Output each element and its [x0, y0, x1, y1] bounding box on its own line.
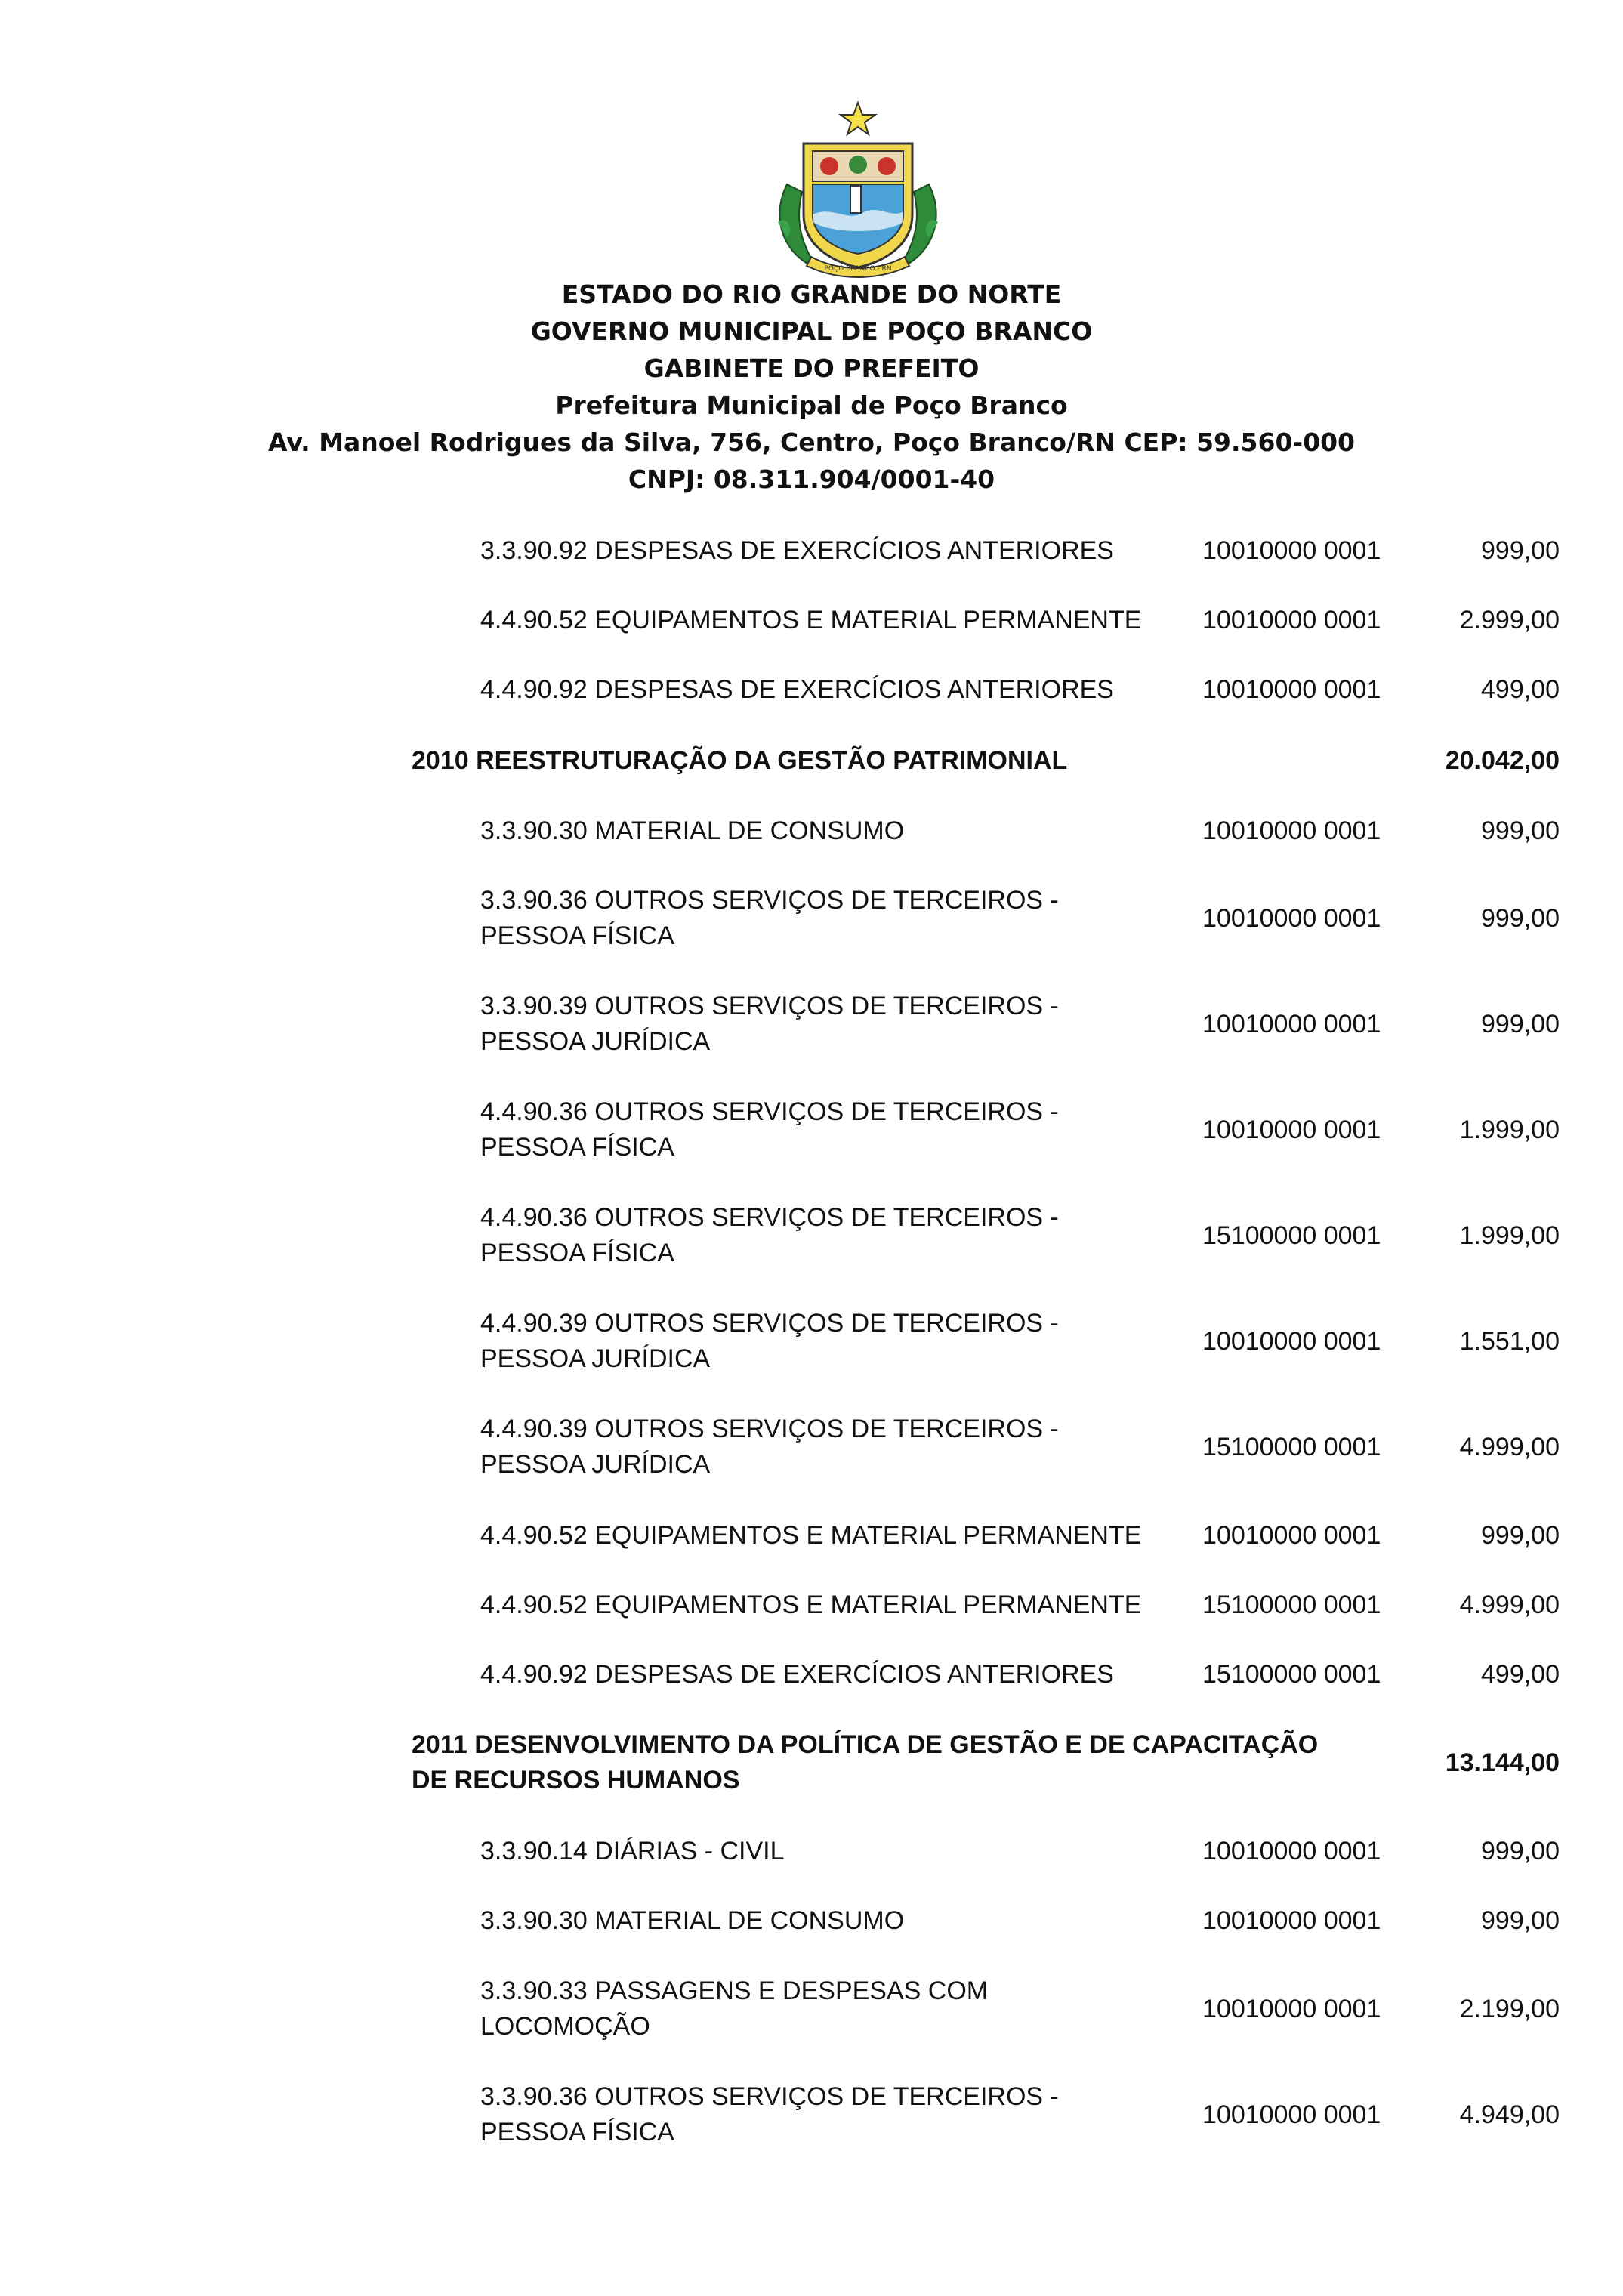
- expense-description: 4.4.90.52 EQUIPAMENTOS E MATERIAL PERMANENTE: [480, 1591, 1142, 1619]
- expense-description: [480, 2079, 1205, 2150]
- expense-description: 3.3.90.14 DIÁRIAS - CIVIL: [480, 1837, 785, 1866]
- expense-description: 3.3.90.30 MATERIAL DE CONSUMO: [480, 816, 905, 845]
- expense-description: [480, 883, 1205, 954]
- expense-description: [480, 1974, 1205, 2044]
- description-line: 3.3.90.36 OUTROS SERVIÇOS DE TERCEIROS -: [480, 886, 1059, 915]
- description-line: 4.4.90.39 OUTROS SERVIÇOS DE TERCEIROS -: [480, 1415, 1059, 1443]
- amount: 4.949,00: [1459, 2100, 1560, 2129]
- header-prefecture: Prefeitura Municipal de Poço Branco: [555, 390, 1068, 420]
- header-state: ESTADO DO RIO GRANDE DO NORTE: [561, 279, 1062, 309]
- description-line: 3.3.90.33 PASSAGENS E DESPESAS COM: [480, 1977, 989, 2005]
- funding-source: 10010000 0001: [1202, 1521, 1381, 1550]
- description-line: PESSOA JURÍDICA: [480, 1344, 711, 1373]
- description-line: 3.3.90.36 OUTROS SERVIÇOS DE TERCEIROS -: [480, 2082, 1059, 2111]
- amount: 1.999,00: [1459, 1116, 1560, 1144]
- expense-description: 4.4.90.52 EQUIPAMENTOS E MATERIAL PERMANENTE: [480, 606, 1142, 634]
- amount: 999,00: [1481, 1010, 1560, 1038]
- funding-source: 10010000 0001: [1202, 816, 1381, 845]
- funding-source: 10010000 0001: [1202, 606, 1381, 634]
- description-line: LOCOMOÇÃO: [480, 2012, 650, 2041]
- amount: 999,00: [1481, 1521, 1560, 1550]
- municipal-crest: [772, 101, 944, 279]
- funding-source: 10010000 0001: [1202, 1837, 1381, 1866]
- header-government: GOVERNO MUNICIPAL DE POÇO BRANCO: [530, 316, 1093, 346]
- description-line: 4.4.90.39 OUTROS SERVIÇOS DE TERCEIROS -: [480, 1309, 1059, 1338]
- amount: 4.999,00: [1459, 1433, 1560, 1461]
- description-line: 4.4.90.36 OUTROS SERVIÇOS DE TERCEIROS -: [480, 1203, 1059, 1232]
- description-line: PESSOA FÍSICA: [480, 921, 674, 950]
- funding-source: 15100000 0001: [1202, 1660, 1381, 1689]
- amount: 2.999,00: [1459, 606, 1560, 634]
- description-line: PESSOA JURÍDICA: [480, 1027, 711, 1056]
- program-title-line: 2011 DESENVOLVIMENTO DA POLÍTICA DE GESTÃO E DE CAPACITAÇÃO: [412, 1730, 1319, 1759]
- header-office: GABINETE DO PREFEITO: [643, 353, 980, 383]
- amount: 2.199,00: [1459, 1995, 1560, 2023]
- program-title: 2010 REESTRUTURAÇÃO DA GESTÃO PATRIMONIAL: [412, 746, 1068, 775]
- crest-ribbon-text: POÇO BRANCO - RN: [824, 265, 892, 273]
- amount: 999,00: [1481, 1906, 1560, 1935]
- amount: 999,00: [1481, 904, 1560, 933]
- funding-source: 15100000 0001: [1202, 1221, 1381, 1250]
- expense-description: [480, 1412, 1205, 1483]
- description-line: 4.4.90.36 OUTROS SERVIÇOS DE TERCEIROS -: [480, 1097, 1059, 1126]
- expense-description: [480, 989, 1205, 1060]
- header-cnpj: CNPJ: 08.311.904/0001-40: [628, 464, 995, 494]
- description-line: PESSOA JURÍDICA: [480, 1450, 711, 1479]
- description-line: 3.3.90.39 OUTROS SERVIÇOS DE TERCEIROS -: [480, 992, 1059, 1020]
- amount: 1.551,00: [1459, 1327, 1560, 1356]
- expense-description: 4.4.90.92 DESPESAS DE EXERCÍCIOS ANTERIORES: [480, 1660, 1114, 1689]
- funding-source: 10010000 0001: [1202, 1010, 1381, 1038]
- description-line: PESSOA FÍSICA: [480, 2118, 674, 2146]
- program-total: 20.042,00: [1445, 746, 1560, 775]
- funding-source: 10010000 0001: [1202, 1327, 1381, 1356]
- funding-source: 10010000 0001: [1202, 1995, 1381, 2023]
- funding-source: 10010000 0001: [1202, 1116, 1381, 1144]
- expense-description: 3.3.90.30 MATERIAL DE CONSUMO: [480, 1906, 905, 1935]
- expense-description: 4.4.90.52 EQUIPAMENTOS E MATERIAL PERMANENTE: [480, 1521, 1142, 1550]
- expense-description: [480, 1200, 1205, 1271]
- header-address: Av. Manoel Rodrigues da Silva, 756, Centro, Poço Branco/RN CEP: 59.560-000: [267, 427, 1356, 457]
- expense-description: 3.3.90.92 DESPESAS DE EXERCÍCIOS ANTERIORES: [480, 536, 1114, 565]
- program-title-line: DE RECURSOS HUMANOS: [412, 1766, 740, 1795]
- amount: 999,00: [1481, 536, 1560, 565]
- funding-source: 10010000 0001: [1202, 1906, 1381, 1935]
- funding-source: 10010000 0001: [1202, 536, 1381, 565]
- funding-source: 10010000 0001: [1202, 675, 1381, 704]
- program-total: 13.144,00: [1445, 1748, 1560, 1777]
- expense-description: [480, 1094, 1205, 1165]
- amount: 999,00: [1481, 1837, 1560, 1866]
- program-title: [412, 1727, 1424, 1798]
- amount: 4.999,00: [1459, 1591, 1560, 1619]
- funding-source: 10010000 0001: [1202, 904, 1381, 933]
- document-header: [0, 276, 1623, 498]
- funding-source: 10010000 0001: [1202, 2100, 1381, 2129]
- funding-source: 15100000 0001: [1202, 1591, 1381, 1619]
- amount: 499,00: [1481, 675, 1560, 704]
- amount: 999,00: [1481, 816, 1560, 845]
- description-line: PESSOA FÍSICA: [480, 1133, 674, 1162]
- expense-description: 4.4.90.92 DESPESAS DE EXERCÍCIOS ANTERIORES: [480, 675, 1114, 704]
- expense-description: [480, 1306, 1205, 1377]
- description-line: PESSOA FÍSICA: [480, 1239, 674, 1267]
- amount: 499,00: [1481, 1660, 1560, 1689]
- amount: 1.999,00: [1459, 1221, 1560, 1250]
- funding-source: 15100000 0001: [1202, 1433, 1381, 1461]
